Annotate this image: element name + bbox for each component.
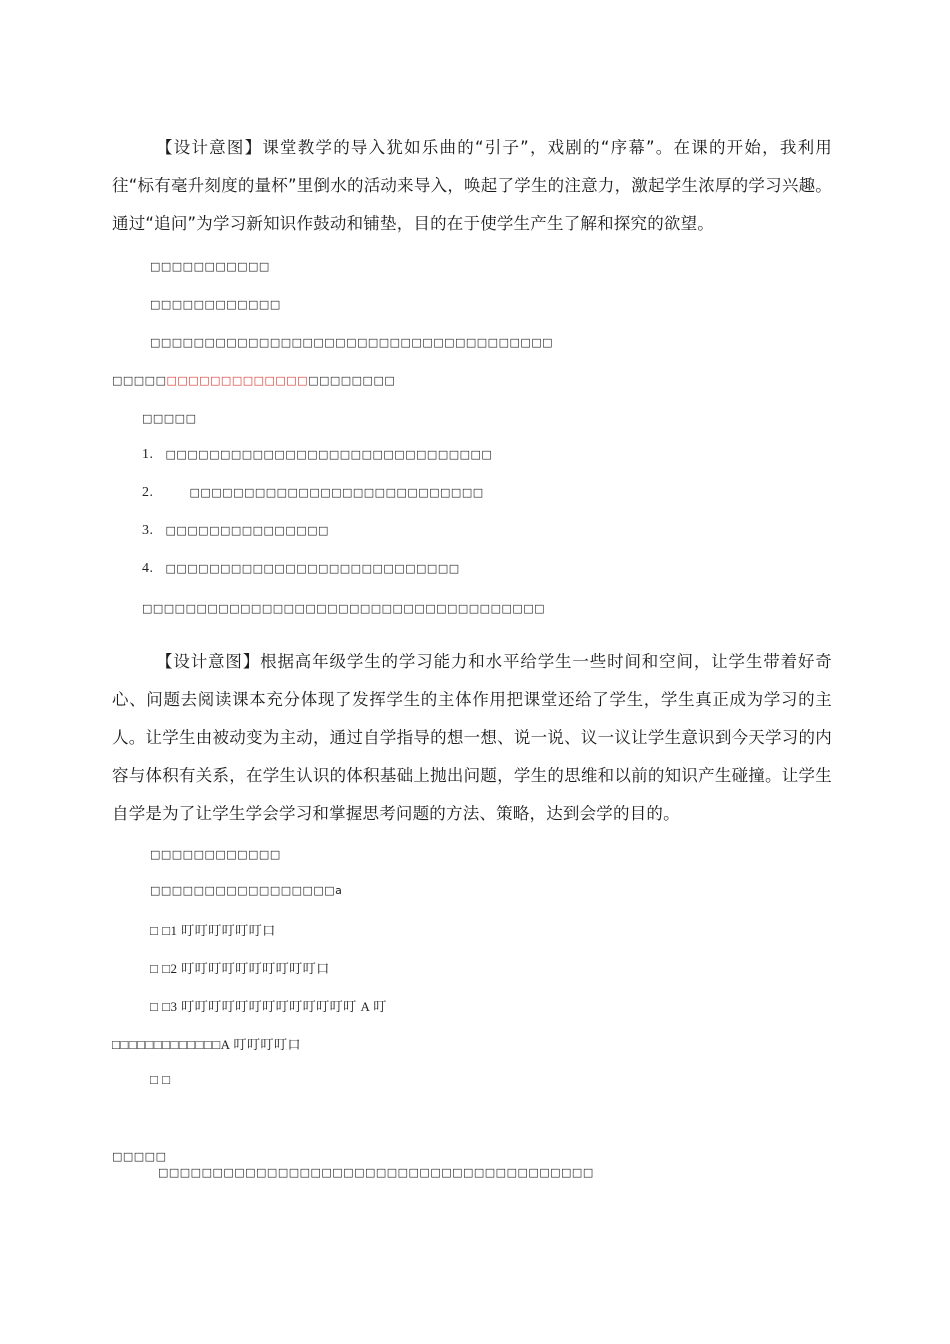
garbled-line-9: □ □1 叮叮叮叮叮叮口: [150, 923, 276, 938]
list-item: [142, 561, 460, 577]
garbled-line-1: □□□□□□□□□□□: [150, 260, 270, 273]
garbled-line-4: [112, 374, 395, 387]
list-item: [142, 447, 492, 463]
garbled-line-4-pre: □□□□□: [112, 374, 167, 387]
garbled-line-4-post: □□□□□□□□: [308, 374, 396, 387]
list-text: □□□□□□□□□□□□□□□□□□□□□□□□□□□: [189, 486, 484, 499]
list-text: □□□□□□□□□□□□□□□□□□□□□□□□□□□□□□: [165, 448, 493, 461]
garbled-line-4-highlight: □□□□□□□□□□□□□: [166, 374, 309, 387]
list-item: [142, 523, 329, 539]
list-text: □□□□□□□□□□□□□□□: [165, 524, 329, 537]
list-text: □□□□□□□□□□□□□□□□□□□□□□□□□□□: [165, 562, 460, 575]
garbled-line-11: □ □3 叮叮叮叮叮叮叮叮叮叮叮叮叮 A 叮: [150, 999, 387, 1014]
design-intent-paragraph-1: 【设计意图】课堂教学的导入犹如乐曲的“引子”，戏剧的“序幕”。在课的开始，我利用往“标有毫升刻度的量杯”里倒水的活动来导入，唤起了学生的注意力，激起学生浓厚的学习兴趣。通过“追问”为学习新知识作鼓动和铺垫，目的在于使学生产生了解和探究的欲望。: [112, 138, 832, 233]
design-intent-paragraph-2: 【设计意图】根据高年级学生的学习能力和水平给学生一些时间和空间，让学生带着好奇心、问题去阅读课本充分体现了发挥学生的主体作用把课堂还给了学生，学生真正成为学习的主人。让学生由被动变为主动，通过自学指导的想一想、说一说、议一议让学生意识到今天学习的内容与体积有关系，在学生认识的体积基础上抛出问题，学生的思维和以前的知识产生碰撞。让学生自学是为了让学生学会学习和掌握思考问题的方法、策略，达到会学的目的。: [112, 652, 832, 823]
garbled-line-6: □□□□□□□□□□□□□□□□□□□□□□□□□□□□□□□□□□□□□: [142, 602, 546, 615]
garbled-line-2: □□□□□□□□□□□□: [150, 298, 281, 311]
garbled-line-5: □□□□□: [142, 412, 197, 425]
list-number: 2.: [142, 485, 154, 500]
garbled-line-3: □□□□□□□□□□□□□□□□□□□□□□□□□□□□□□□□□□□□□: [150, 336, 554, 349]
garbled-line-12: □□□□□□□□□□□□□A 叮叮叮叮口: [112, 1037, 301, 1052]
garbled-line-15: □□□□□□□□□□□□□□□□□□□□□□□□□□□□□□□□□□□□□□□□: [158, 1166, 594, 1179]
list-item: [142, 485, 484, 501]
list-number: 1.: [142, 447, 154, 462]
garbled-line-7: □□□□□□□□□□□□: [150, 848, 281, 861]
garbled-line-14: □□□□□: [112, 1150, 167, 1163]
garbled-line-13: □ □: [150, 1072, 171, 1087]
list-number: 3.: [142, 523, 154, 538]
garbled-line-10: □ □2 叮叮叮叮叮叮叮叮叮叮口: [150, 961, 330, 976]
list-number: 4.: [142, 561, 154, 576]
garbled-line-8: □□□□□□□□□□□□□□□□□a: [150, 884, 343, 897]
